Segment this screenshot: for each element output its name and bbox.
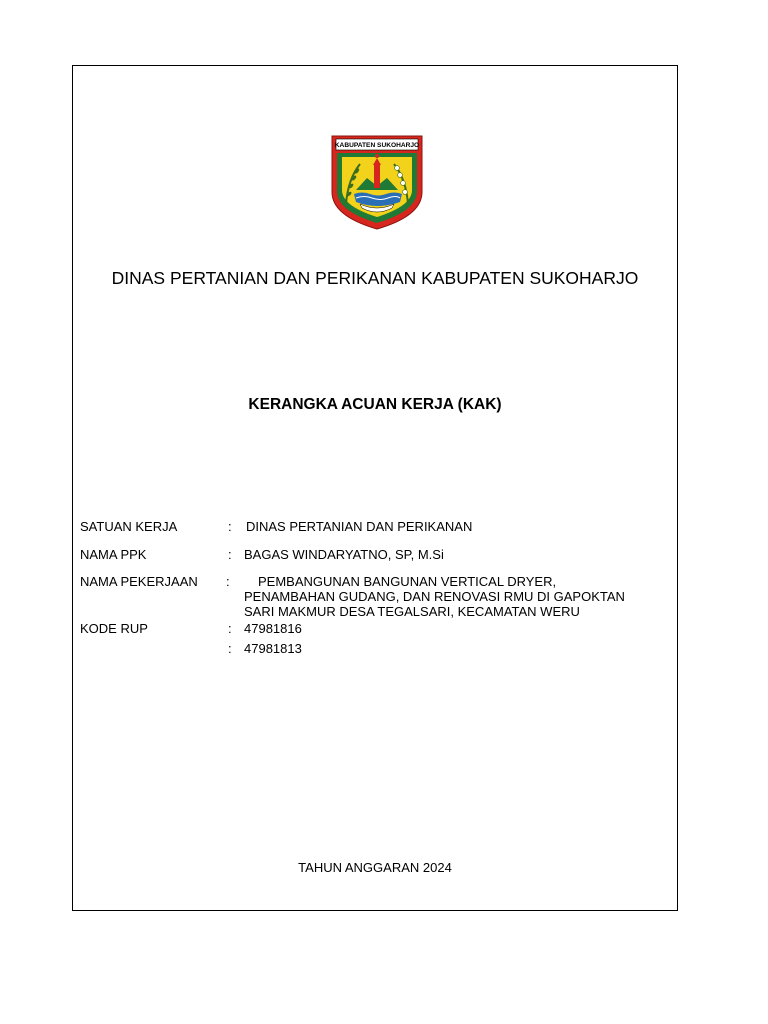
- document-title: KERANGKA ACUAN KERJA (KAK): [248, 396, 502, 413]
- detail-value-line: SARI MAKMUR DESA TEGALSARI, KECAMATAN WERU: [244, 604, 580, 619]
- detail-label: NAMA PEKERJAAN: [80, 574, 198, 589]
- detail-label: NAMA PPK: [80, 547, 147, 562]
- detail-colon: :: [228, 621, 232, 636]
- svg-text:KABUPATEN SUKOHARJO: KABUPATEN SUKOHARJO: [334, 142, 420, 150]
- detail-colon: :: [226, 574, 230, 589]
- fiscal-year: TAHUN ANGGARAN 2024: [298, 860, 452, 875]
- detail-value-line: PENAMBAHAN GUDANG, DAN RENOVASI RMU DI GAPOKTAN: [244, 589, 625, 604]
- organization-title: DINAS PERTANIAN DAN PERIKANAN KABUPATEN SUKOHARJO: [111, 268, 639, 288]
- detail-value: 47981813: [244, 641, 302, 656]
- detail-value: BAGAS WINDARYATNO, SP, M.Si: [244, 547, 444, 562]
- detail-value-multiline: [244, 574, 625, 619]
- detail-label: KODE RUP: [80, 621, 148, 636]
- detail-value: DINAS PERTANIAN DAN PERIKANAN: [246, 519, 473, 534]
- detail-colon: :: [228, 547, 232, 562]
- detail-value: 47981816: [244, 621, 302, 636]
- detail-label: SATUAN KERJA: [80, 519, 178, 534]
- regency-emblem-logo: [330, 134, 424, 230]
- detail-colon: :: [228, 641, 232, 656]
- detail-value-line: PEMBANGUNAN BANGUNAN VERTICAL DRYER,: [258, 574, 557, 589]
- detail-colon: :: [228, 519, 232, 534]
